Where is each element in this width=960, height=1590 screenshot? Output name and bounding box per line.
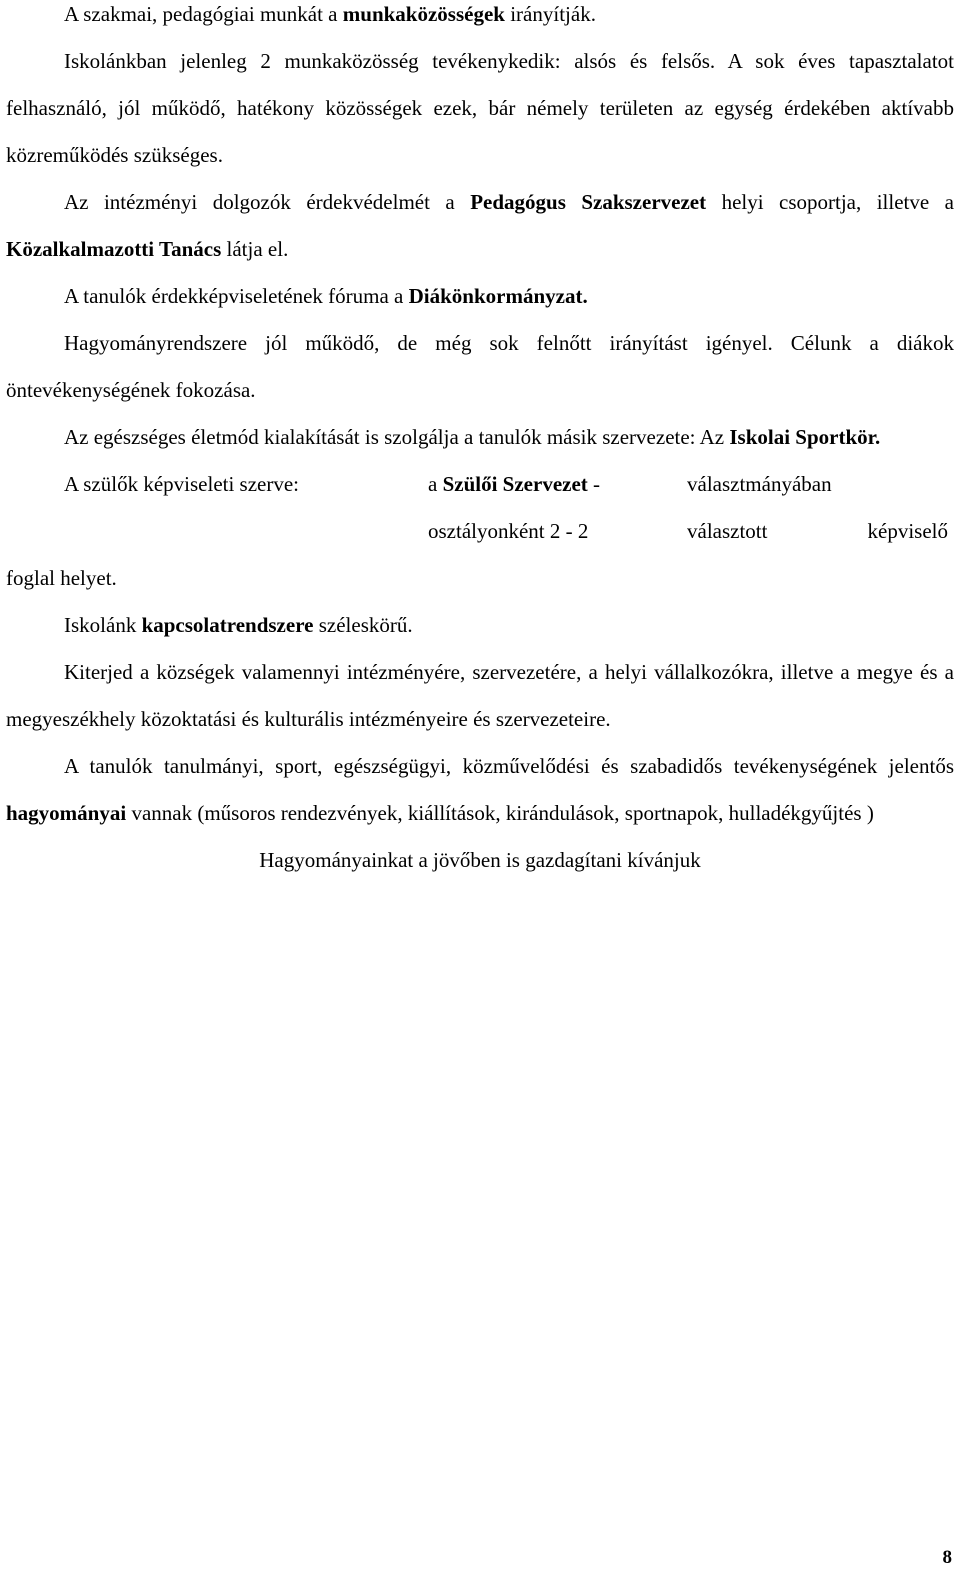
page-number: 8 bbox=[942, 1547, 952, 1568]
p10-text: A tanulók tanulmányi, sport, egészségügyi, közművelődési és szabadidős tevékenységének jelentős bbox=[64, 754, 954, 778]
paragraph-erdekvedelem bbox=[6, 179, 954, 273]
kepviselo-cell: képviselő bbox=[867, 519, 948, 543]
p8-text: Iskolánk bbox=[64, 613, 142, 637]
paragraph-iskolankban: Iskolánkban jelenleg 2 munkaközösség tevékenykedik: alsós és felsős. A sok éves tapasztalatot felhasználó, jól működő, hatékony közösségek ezek, bár némely területen az egység érdekében aktívabb közreműködés szükséges. bbox=[6, 49, 954, 167]
p3-text-mid: helyi csoportja, illetve a bbox=[706, 190, 954, 214]
szulok-label: A szülők képviseleti szerve: bbox=[64, 472, 300, 496]
szuloi-szervezet-cell bbox=[428, 461, 600, 508]
p8-text-end: széleskörű. bbox=[313, 613, 413, 637]
paragraph-kapcsolatrendszer bbox=[6, 602, 954, 649]
p7-text: a bbox=[428, 472, 443, 496]
szulok-row-1 bbox=[6, 461, 954, 508]
paragraph-diakonkormanyzat bbox=[6, 273, 954, 320]
p10-text-end: vannak (műsoros rendezvények, kiállítások, kirándulások, sportnapok, hulladékgyűjtés ) bbox=[126, 801, 874, 825]
p4-bold: Diákönkormányzat. bbox=[408, 284, 588, 308]
p1-text: A szakmai, pedagógiai munkát a bbox=[64, 2, 343, 26]
p1-bold: munkaközösségek bbox=[342, 2, 505, 26]
szulok-table bbox=[6, 461, 954, 602]
osztalyonkent-cell: osztályonként 2 - 2 bbox=[428, 519, 589, 543]
paragraph-sportkor bbox=[6, 414, 954, 461]
p3-text: Az intézményi dolgozók érdekvédelmét a bbox=[64, 190, 471, 214]
p7-bold: Szülői Szervezet bbox=[442, 472, 588, 496]
p10-bold: hagyományai bbox=[6, 801, 127, 825]
p1-text-end: irányítják. bbox=[504, 2, 596, 26]
paragraph-munkakozossegek bbox=[6, 0, 954, 38]
valasztmany-cell: választmányában bbox=[687, 472, 832, 496]
document-page bbox=[6, 0, 954, 884]
p3-bold-szakszervezet: Pedagógus Szakszervezet bbox=[470, 190, 707, 214]
paragraph-closing: Hagyományainkat a jövőben is gazdagítani kívánjuk bbox=[259, 848, 701, 872]
p7-dash: - bbox=[587, 472, 601, 496]
szulok-row-2 bbox=[6, 508, 954, 555]
p3-text-end: látja el. bbox=[221, 237, 289, 261]
p8-bold: kapcsolatrendszere bbox=[141, 613, 314, 637]
paragraph-kiterjed: Kiterjed a községek valamennyi intézményére, szervezetére, a helyi vállalkozókra, illetve a megye és a megyeszékhely közoktatási és kulturális intézményeire és szervezeteire. bbox=[6, 660, 954, 731]
szulok-row-3 bbox=[6, 555, 954, 602]
paragraph-hagyomanyok bbox=[6, 743, 954, 837]
p4-text: A tanulók érdekképviseletének fóruma a bbox=[64, 284, 409, 308]
valasztott-cell: választott bbox=[687, 519, 768, 543]
paragraph-hagyomanyrendszer: Hagyományrendszere jól működő, de még sok felnőtt irányítást igényel. Célunk a diákok öntevékenységének fokozása. bbox=[6, 331, 954, 402]
foglal-helyet: foglal helyet. bbox=[6, 566, 117, 590]
p6-bold: Iskolai Sportkör. bbox=[729, 425, 881, 449]
p6-text: Az egészséges életmód kialakítását is szolgálja a tanulók másik szervezete: Az bbox=[64, 425, 730, 449]
p3-bold-tanacs: Közalkalmazotti Tanács bbox=[6, 237, 222, 261]
